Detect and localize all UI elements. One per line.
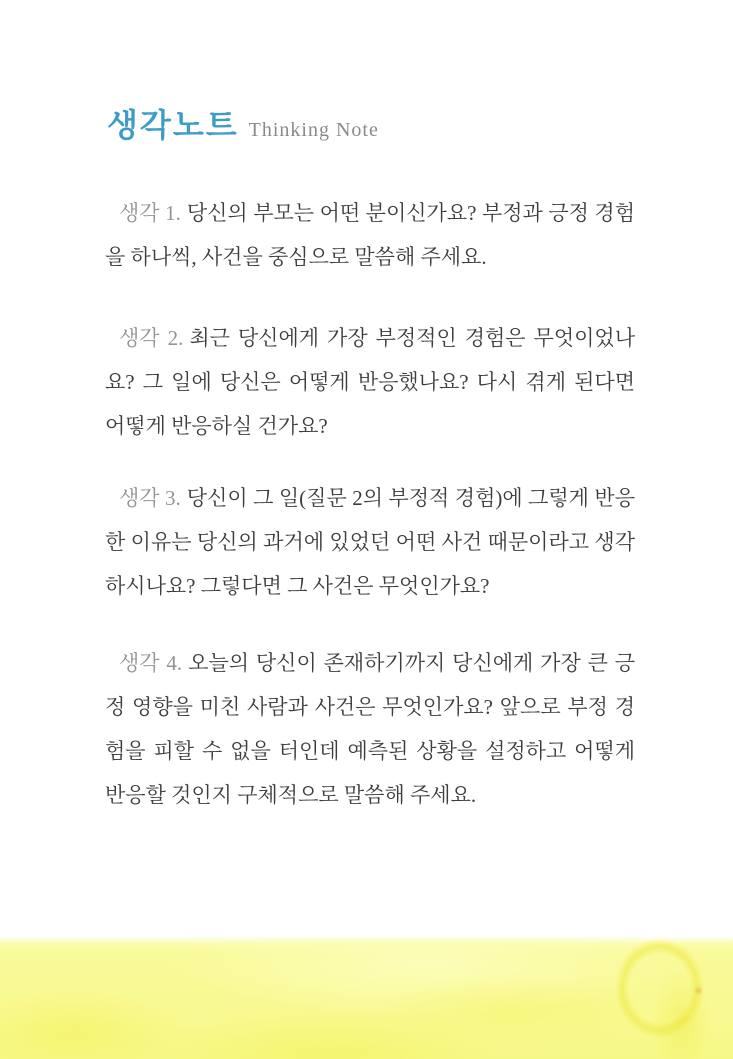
page-title-english: Thinking Note [248, 119, 379, 141]
question-list [105, 191, 635, 817]
question-1-label: 생각 1. [119, 201, 181, 225]
page-title [107, 108, 379, 143]
page-title-korean: 생각노트 [107, 107, 239, 143]
question-4-label: 생각 4. [119, 651, 183, 675]
question-2-text: 최근 당신에게 가장 부정적인 경험은 무엇이었나요? 그 일에 당신은 어떻게 반응했나요? 다시 겪게 된다면 어떻게 반응하실 건가요? [105, 326, 636, 438]
question-2-label: 생각 2. [119, 326, 184, 350]
question-3-label: 생각 3. [119, 486, 181, 510]
question-3 [105, 476, 635, 608]
question-1 [105, 191, 635, 279]
question-4-text: 오늘의 당신이 존재하기까지 당신에게 가장 큰 긍정 영향을 미친 사람과 사건은 무엇인가요? 앞으로 부정 경험을 피할 수 없을 터인데 예측된 상황을 설정하고 어떻게 반응할 것인지 구체적으로 말씀해 주세요. [105, 651, 636, 807]
watercolor-footer-band [0, 937, 733, 1059]
question-2 [105, 316, 635, 448]
question-3-text: 당신이 그 일(질문 2의 부정적 경험)에 그렇게 반응한 이유는 당신의 과거에 있었던 어떤 사건 때문이라고 생각하시나요? 그렇다면 그 사건은 무엇인가요? [105, 486, 635, 598]
question-4 [105, 641, 635, 817]
question-1-text: 당신의 부모는 어떤 분이신가요? 부정과 긍정 경험을 하나씩, 사건을 중심으로 말씀해 주세요. [105, 201, 635, 269]
